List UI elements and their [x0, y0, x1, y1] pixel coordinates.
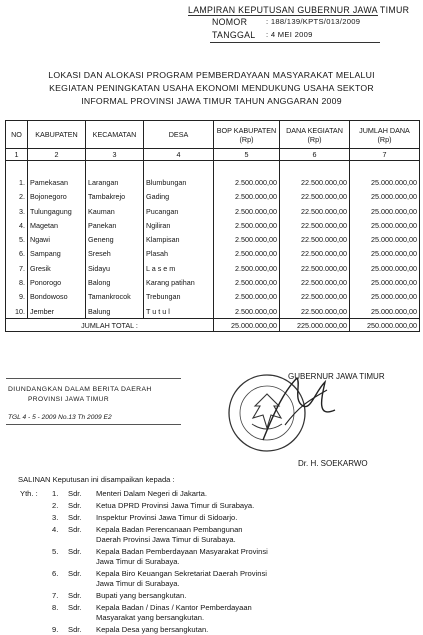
signature-title: GUBERNUR JAWA TIMUR	[288, 372, 385, 381]
cell-kabupaten: Tulungagung	[28, 204, 86, 218]
col-number: 3	[86, 149, 144, 161]
copies-yth: Yth. :	[20, 489, 38, 498]
tanggal-value: : 4 MEI 2009	[266, 30, 313, 39]
cell-dana-kegiatan: 22.500.000,00	[280, 290, 350, 304]
cell-jumlah-dana: 25.000.000,00	[350, 247, 420, 261]
cell-kecamatan: Sidayu	[86, 261, 144, 275]
cell-kecamatan: Tambakrejo	[86, 190, 144, 204]
cell-kabupaten: Sampang	[28, 247, 86, 261]
cell-kabupaten: Jember	[28, 304, 86, 319]
copy-item-text-cont: Daerah Provinsi Jawa Timur di Surabaya.	[96, 535, 236, 544]
cell-dana-kegiatan: 22.500.000,00	[280, 275, 350, 289]
stamp-line-3: TGL 4 - 5 - 2009 No.13 Th 2009 E2	[8, 414, 112, 421]
nomor-value: : 188/139/KPTS/013/2009	[266, 17, 361, 26]
lampiran-line: LAMPIRAN KEPUTUSAN GUBERNUR JAWA TIMUR	[188, 5, 410, 15]
cell-bop: 2.500.000,00	[214, 204, 280, 218]
col-number: 5	[214, 149, 280, 161]
cell-jumlah-dana: 25.000.000,00	[350, 261, 420, 275]
cell-kabupaten: Gresik	[28, 261, 86, 275]
header-bop: BOP KABUPATEN (Rp)	[214, 121, 280, 149]
table-row	[6, 261, 420, 275]
cell-jumlah-dana: 25.000.000,00	[350, 204, 420, 218]
total-bop: 25.000.000,00	[214, 319, 280, 332]
cell-jumlah-dana: 25.000.000,00	[350, 190, 420, 204]
copy-item-number: 3.	[52, 513, 59, 522]
title-line-3: INFORMAL PROVINSI JAWA TIMUR TAHUN ANGGARAN 2009	[81, 96, 342, 106]
table-row	[6, 290, 420, 304]
column-number-row	[6, 149, 420, 161]
cell-bop: 2.500.000,00	[214, 290, 280, 304]
spacer-row	[6, 161, 420, 176]
cell-desa: T u t u l	[144, 304, 214, 319]
cell-kabupaten: Ngawi	[28, 232, 86, 246]
cell-no: 6.	[6, 247, 28, 261]
title-line-2: KEGIATAN PENINGKATAN USAHA EKONOMI MENDUKUNG USAHA SEKTOR	[49, 83, 374, 93]
total-jumlah-dana: 250.000.000,00	[350, 319, 420, 332]
allocation-table	[5, 120, 420, 332]
table-row	[6, 232, 420, 246]
copy-item-sdr: Sdr.	[68, 547, 82, 556]
cell-no: 9.	[6, 290, 28, 304]
cell-kabupaten: Bondowoso	[28, 290, 86, 304]
cell-dana-kegiatan: 22.500.000,00	[280, 204, 350, 218]
cell-dana-kegiatan: 22.500.000,00	[280, 232, 350, 246]
cell-no: 5.	[6, 232, 28, 246]
copy-item-sdr: Sdr.	[68, 603, 82, 612]
copy-item-number: 8.	[52, 603, 59, 612]
copy-item-number: 6.	[52, 569, 59, 578]
cell-jumlah-dana: 25.000.000,00	[350, 175, 420, 189]
tanggal-divider	[210, 42, 380, 43]
cell-bop: 2.500.000,00	[214, 190, 280, 204]
cell-desa: Gading	[144, 190, 214, 204]
copy-item-text: Kepala Badan Pemberdayaan Masyarakat Provinsi	[96, 547, 268, 556]
copy-item-sdr: Sdr.	[68, 513, 82, 522]
col-number: 2	[28, 149, 86, 161]
copy-item-number: 9.	[52, 625, 59, 634]
cell-kecamatan: Larangan	[86, 175, 144, 189]
table-row	[6, 247, 420, 261]
cell-desa: Ngiliran	[144, 218, 214, 232]
header-desa: DESA	[144, 121, 214, 149]
copy-item-number: 1.	[52, 489, 59, 498]
copy-item-number: 4.	[52, 525, 59, 534]
header-divider	[188, 15, 378, 16]
stamp-bottom-line	[6, 424, 181, 425]
cell-kecamatan: Balung	[86, 304, 144, 319]
cell-jumlah-dana: 25.000.000,00	[350, 232, 420, 246]
cell-desa: Blumbungan	[144, 175, 214, 189]
cell-dana-kegiatan: 22.500.000,00	[280, 190, 350, 204]
cell-bop: 2.500.000,00	[214, 175, 280, 189]
cell-bop: 2.500.000,00	[214, 261, 280, 275]
col-number: 6	[280, 149, 350, 161]
cell-kecamatan: Geneng	[86, 232, 144, 246]
cell-kabupaten: Magetan	[28, 218, 86, 232]
cell-dana-kegiatan: 22.500.000,00	[280, 304, 350, 319]
copy-item-number: 2.	[52, 501, 59, 510]
copy-item-text-cont: Jawa Timur di Surabaya.	[96, 557, 180, 566]
table-row	[6, 218, 420, 232]
signatory-name: Dr. H. SOEKARWO	[298, 459, 368, 468]
nomor-label: NOMOR	[212, 17, 248, 27]
cell-kabupaten: Bojonegoro	[28, 190, 86, 204]
copy-item-text: Kepala Desa yang bersangkutan.	[96, 625, 209, 634]
copy-item-sdr: Sdr.	[68, 501, 82, 510]
cell-no: 1.	[6, 175, 28, 189]
cell-no: 4.	[6, 218, 28, 232]
copy-item-sdr: Sdr.	[68, 525, 82, 534]
cell-bop: 2.500.000,00	[214, 232, 280, 246]
header-no: NO	[6, 121, 28, 149]
copy-item-text: Kepala Biro Keuangan Sekretariat Daerah Provinsi	[96, 569, 267, 578]
cell-bop: 2.500.000,00	[214, 304, 280, 319]
copy-item-sdr: Sdr.	[68, 625, 82, 634]
table-row	[6, 304, 420, 319]
header-jumlah-dana: JUMLAH DANA (Rp)	[350, 121, 420, 149]
title-line-1: LOKASI DAN ALOKASI PROGRAM PEMBERDAYAAN MASYARAKAT MELALUI	[48, 70, 375, 80]
cell-kecamatan: Balong	[86, 275, 144, 289]
cell-kecamatan: Kauman	[86, 204, 144, 218]
cell-desa: Klampisan	[144, 232, 214, 246]
copies-heading: SALINAN Keputusan ini disampaikan kepada :	[18, 475, 175, 484]
total-dana-kegiatan: 225.000.000,00	[280, 319, 350, 332]
tanggal-label: TANGGAL	[212, 30, 256, 40]
col-number: 7	[350, 149, 420, 161]
col-number: 1	[6, 149, 28, 161]
header-kecamatan: KECAMATAN	[86, 121, 144, 149]
cell-bop: 2.500.000,00	[214, 247, 280, 261]
cell-jumlah-dana: 25.000.000,00	[350, 218, 420, 232]
copy-item-text: Kepala Badan Perencanaan Pembangunan	[96, 525, 243, 534]
copy-item-number: 5.	[52, 547, 59, 556]
copy-item-text: Bupati yang bersangkutan.	[96, 591, 187, 600]
copy-item-text-cont: Masyarakat yang bersangkutan.	[96, 613, 205, 622]
cell-dana-kegiatan: 22.500.000,00	[280, 218, 350, 232]
cell-kecamatan: Panekan	[86, 218, 144, 232]
col-number: 4	[144, 149, 214, 161]
copy-item-sdr: Sdr.	[68, 569, 82, 578]
copy-item-text: Inspektur Provinsi Jawa Timur di Sidoarjo.	[96, 513, 238, 522]
cell-kabupaten: Pamekasan	[28, 175, 86, 189]
signature-scribble-icon	[255, 370, 345, 450]
cell-desa: Plasah	[144, 247, 214, 261]
header-dana-kegiatan: DANA KEGIATAN (Rp)	[280, 121, 350, 149]
cell-no: 2.	[6, 190, 28, 204]
copy-item-text: Ketua DPRD Provinsi Jawa Timur di Surabaya.	[96, 501, 255, 510]
header-kabupaten: KABUPATEN	[28, 121, 86, 149]
copy-item-text: Kepala Badan / Dinas / Kantor Pemberdayaan	[96, 603, 252, 612]
cell-no: 3.	[6, 204, 28, 218]
table-row	[6, 275, 420, 289]
cell-jumlah-dana: 25.000.000,00	[350, 275, 420, 289]
copy-item-number: 7.	[52, 591, 59, 600]
copy-item-sdr: Sdr.	[68, 489, 82, 498]
stamp-line-2: PROVINSI JAWA TIMUR	[28, 396, 109, 403]
cell-bop: 2.500.000,00	[214, 275, 280, 289]
cell-desa: Trebungan	[144, 290, 214, 304]
cell-dana-kegiatan: 22.500.000,00	[280, 247, 350, 261]
cell-jumlah-dana: 25.000.000,00	[350, 290, 420, 304]
copy-item-sdr: Sdr.	[68, 591, 82, 600]
cell-desa: L a s e m	[144, 261, 214, 275]
total-row	[6, 319, 420, 332]
cell-no: 10.	[6, 304, 28, 319]
cell-kabupaten: Ponorogo	[28, 275, 86, 289]
cell-no: 8.	[6, 275, 28, 289]
table-row	[6, 175, 420, 189]
cell-jumlah-dana: 25.000.000,00	[350, 304, 420, 319]
cell-desa: Karang patihan	[144, 275, 214, 289]
table-row	[6, 190, 420, 204]
cell-no: 7.	[6, 261, 28, 275]
cell-dana-kegiatan: 22.500.000,00	[280, 175, 350, 189]
stamp-line-1: DIUNDANGKAN DALAM BERITA DAERAH	[8, 386, 152, 393]
stamp-top-line	[6, 378, 181, 379]
cell-bop: 2.500.000,00	[214, 218, 280, 232]
total-label: JUMLAH TOTAL :	[6, 319, 214, 332]
copy-item-text: Menteri Dalam Negeri di Jakarta.	[96, 489, 207, 498]
cell-dana-kegiatan: 22.500.000,00	[280, 261, 350, 275]
cell-kecamatan: Tamankrocok	[86, 290, 144, 304]
cell-desa: Pucangan	[144, 204, 214, 218]
copy-item-text-cont: Jawa Timur di Surabaya.	[96, 579, 180, 588]
table-header-row	[6, 121, 420, 149]
cell-kecamatan: Sreseh	[86, 247, 144, 261]
table-row	[6, 204, 420, 218]
